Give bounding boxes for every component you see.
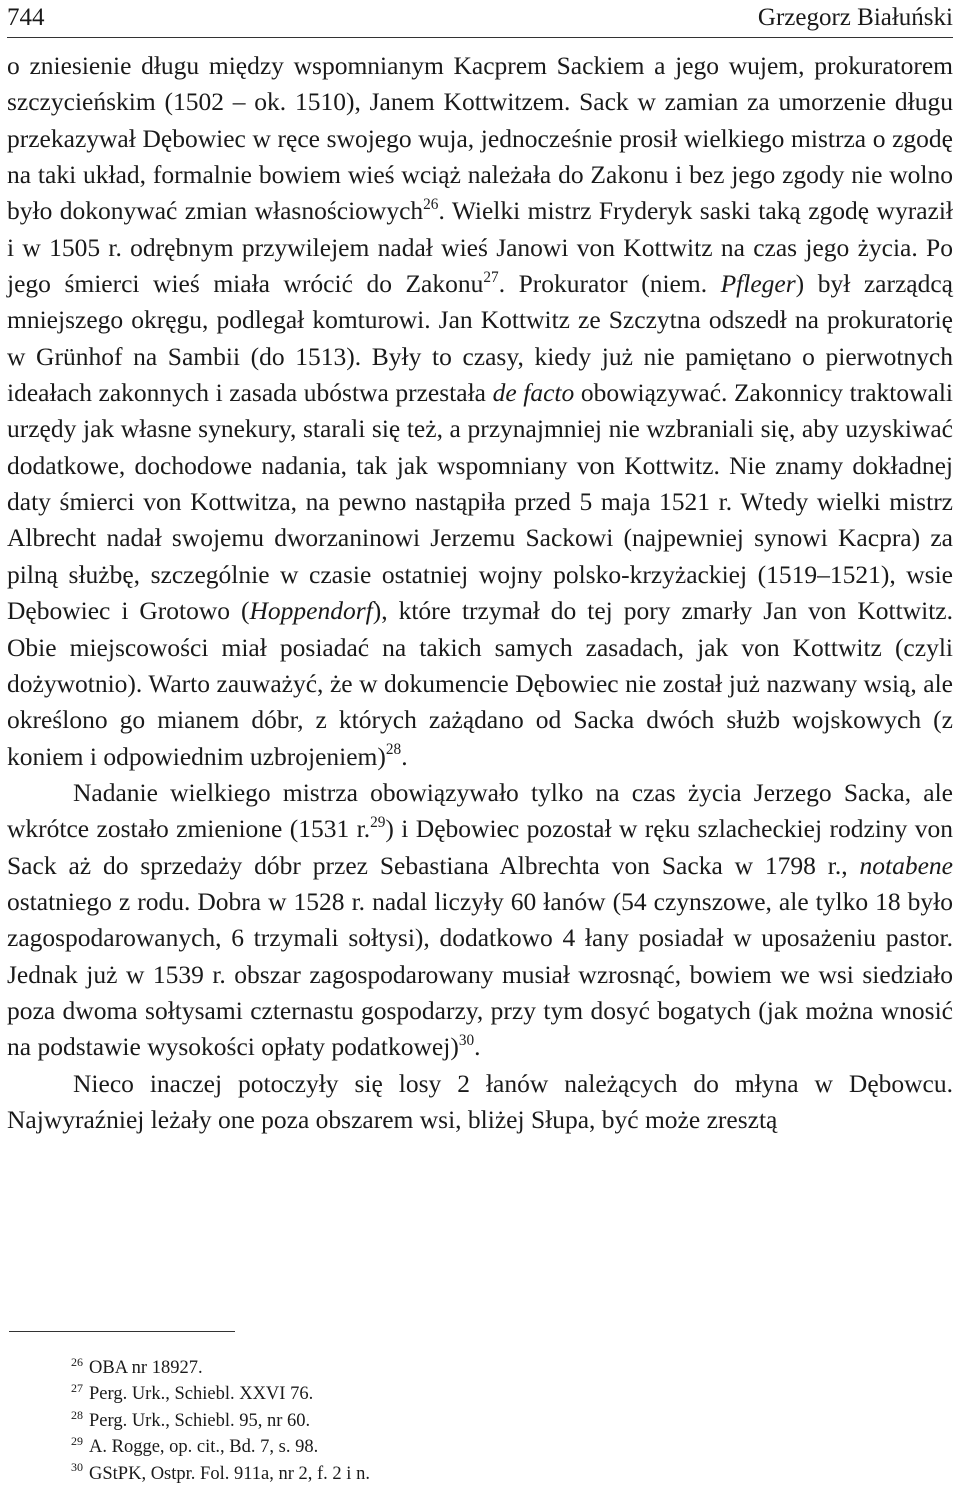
footnote-ref: 28 <box>385 741 402 759</box>
footnote-number: 30 <box>71 1460 83 1475</box>
page-number: 744 <box>7 4 45 31</box>
header-rule <box>7 37 953 38</box>
footnote-text: Perg. Urk., Schiebl. 95, nr 60. <box>89 1410 311 1431</box>
text-run: ) i Dębowiec pozostał w ręku szlacheckiej rodziny von Sack aż do sprzedaży dóbr przez Sebastiana Albrechta von Sacka w 1798 r., <box>7 814 953 880</box>
footnote-text: Perg. Urk., Schiebl. XXVI 76. <box>89 1384 314 1405</box>
text-run: Nadanie wielkiego mistrza obowiązywało tylko na czas życia Jerzego Sacka, ale wkrótce zostało zmienione (1531 r. <box>7 777 953 844</box>
footnote-ref: 29 <box>370 813 386 831</box>
text-run: ), które trzymał do tej pory zmarły Jan von Kottwitz. Obie miejscowości miał posiadać na takich samych zasadach, jak von Kottwitz (czyli dożywotnio). Warto zauważyć, że w dokumencie Dębowiec nie został już nazwany wsią, ale określono go mianem dóbr, z których zażądano od Sacka dwóch służb wojskowych (z koniem i odpowiednim uzbrojeniem) <box>7 596 953 771</box>
footnote-number: 28 <box>71 1407 83 1422</box>
italic-term: notabene <box>859 850 953 880</box>
text-run: ostatniego z rodu. Dobra w 1528 r. nadal liczyły 60 łanów (54 czynszowe, ale tylko 18 było zagospodarowanych, 6 trzymali sołtysi), dodatkowo 4 łany posiadał w uposażeniu pastor. Jednak już w 1539 r. obszar zagospodarowany musiał wzrosnąć, bowiem we wsi siedziało poza dwoma sołtysami czternastu gospodarzy, przy tym dosyć bogatych (jak można wnosić na podstawie wysokości opłaty podatkowej) <box>7 886 953 1062</box>
footnote-number: 26 <box>71 1354 83 1369</box>
footnote-ref: 30 <box>458 1032 475 1050</box>
footnote-text: A. Rogge, op. cit., Bd. 7, s. 98. <box>89 1437 319 1458</box>
paragraph-3 <box>7 1066 953 1139</box>
footnote <box>71 1461 953 1487</box>
text-run: o zniesienie długu między wspomnianym Kacprem Sackiem a jego wujem, prokuratorem szczycieńskim (1502 – ok. 1510), Janem Kottwitzem. Sack w zamian za umorzenie długu przekazywał Dębowiec w ręce swojego wuja, jednocześnie prosił wielkiego mistrza o zgodę na taki układ, formalnie bowiem wieś wciąż należała do Zakonu i bez jego zgody nie wolno było dokonywać zmian własnościowych <box>7 51 953 226</box>
footnote-ref: 26 <box>423 196 439 214</box>
paragraph-2 <box>7 775 953 1066</box>
footnote <box>71 1434 953 1460</box>
running-header <box>7 0 953 40</box>
italic-term: Pfleger <box>720 269 796 299</box>
text-run: . <box>401 741 408 771</box>
footnote-ref: 27 <box>483 268 499 286</box>
footnote <box>71 1381 953 1407</box>
text-run: . Wielki mistrz Fryderyk saski taką zgodę wyraził i w 1505 r. odrębnym przywilejem nadał wieś Janowi von Kottwitz na czas jego życia. Po jego śmierci wieś miała wrócić do Zakonu <box>7 196 953 299</box>
running-head-author: Grzegorz Białuński <box>757 4 953 31</box>
main-text <box>7 48 953 1138</box>
document-page <box>7 0 953 1491</box>
footnotes <box>71 1355 953 1487</box>
footnote-number: 29 <box>71 1434 83 1449</box>
footnote <box>71 1408 953 1434</box>
footnote-text: GStPK, Ostpr. Fol. 911a, nr 2, f. 2 i n. <box>89 1463 370 1484</box>
text-run: obowiązywać. Zakonnicy traktowali urzędy jak własne synekury, starali się też, a przynajmniej nie wzbraniali się, aby uzyskiwać dodatkowe, dochodowe nadania, tak jak wspomniany von Kottwitz. Nie znamy dokładnej daty śmierci von Kottwitza, na pewno nastąpiła przed 5 maja 1521 r. Wtedy wielki mistrz Albrecht nadał swojemu dworzaninowi Jerzemu Sackowi (najpewniej synowi Kacpra) za pilną służbę, szczególnie w czasie ostatniej wojny polsko-krzyżackiej (1519–1521), wsie Dębowiec i Grotowo ( <box>7 378 953 626</box>
footnote <box>71 1355 953 1381</box>
footnote-number: 27 <box>71 1381 83 1396</box>
text-run: . <box>474 1032 481 1062</box>
text-run: Nieco inaczej potoczyły się losy 2 łanów należących do młyna w Dębowcu. Najwyraźniej leżały one poza obszarem wsi, bliżej Słupa, być może zresztą <box>7 1068 953 1134</box>
footnote-separator <box>9 1331 235 1332</box>
italic-term: de facto <box>492 378 575 408</box>
footnote-text: OBA nr 18927. <box>89 1358 203 1378</box>
paragraph-1 <box>7 48 953 775</box>
text-run: ) był zarządcą mniejszego okręgu, podlegał komturowi. Jan Kottwitz ze Szczytna odszedł na prokuratorię w Grünhof na Sambii (do 1513). Były to czasy, kiedy już nie pamiętano o pierwotnych ideałach zakonnych i zasada ubóstwa przestała <box>7 269 953 408</box>
italic-term: Hoppendorf <box>249 596 373 626</box>
text-run: . Prokurator (niem. <box>498 269 721 299</box>
